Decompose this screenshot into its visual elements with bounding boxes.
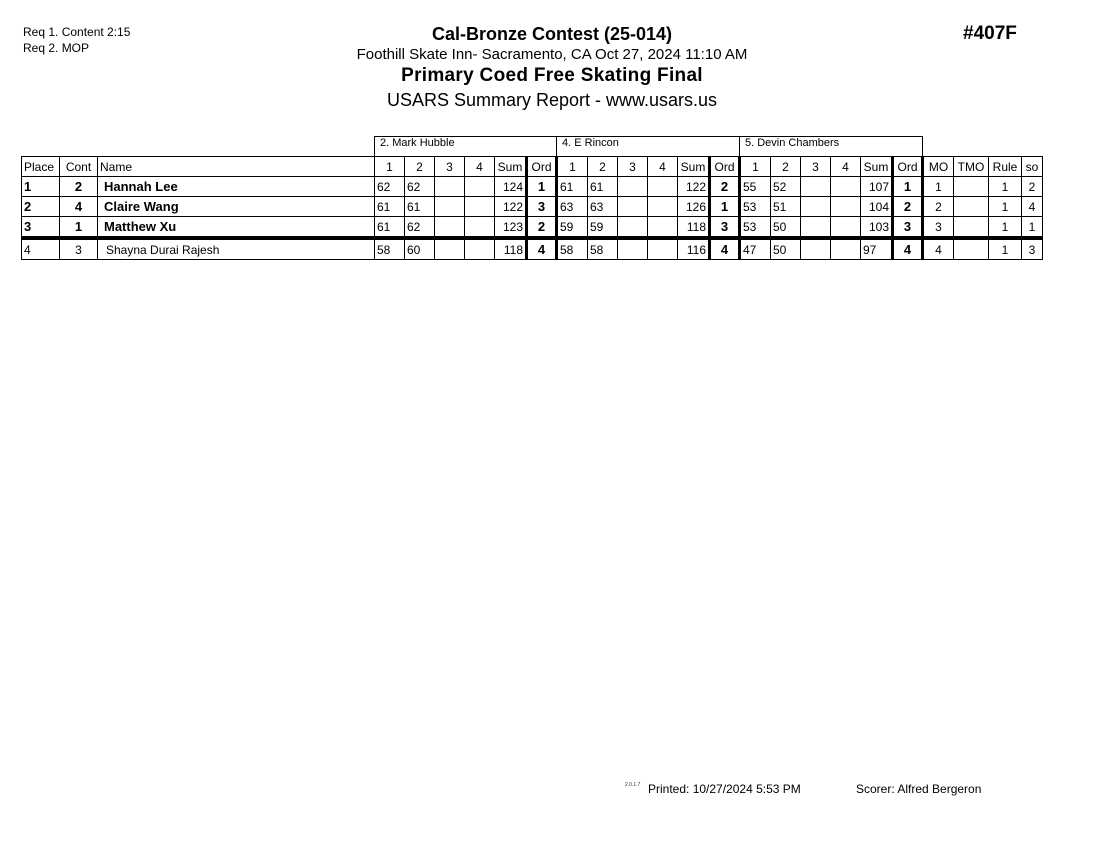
mo-cell: 2 — [923, 197, 954, 217]
score-cell — [435, 177, 465, 197]
judge-header-row — [22, 137, 1043, 157]
mo-cell: 1 — [923, 177, 954, 197]
score-cell — [648, 177, 678, 197]
ord-cell: 3 — [893, 217, 923, 239]
so-cell: 4 — [1022, 197, 1043, 217]
so-cell: 1 — [1022, 217, 1043, 239]
score-cell: 61 — [557, 177, 588, 197]
place-cell: 4 — [22, 238, 60, 260]
header-tmo: TMO — [954, 157, 989, 177]
score-cell — [831, 197, 861, 217]
sum-cell: 103 — [861, 217, 893, 239]
header-mo: MO — [923, 157, 954, 177]
score-cell: 62 — [375, 177, 405, 197]
rule-cell: 1 — [989, 238, 1022, 260]
printed-timestamp: Printed: 10/27/2024 5:53 PM — [648, 782, 801, 796]
name-cell: Claire Wang — [98, 197, 375, 217]
ord-cell: 4 — [527, 238, 557, 260]
score-cell — [831, 238, 861, 260]
score-cell: 58 — [557, 238, 588, 260]
sum-cell: 124 — [495, 177, 527, 197]
score-cell — [618, 238, 648, 260]
score-cell — [618, 197, 648, 217]
score-cell — [801, 238, 831, 260]
score-cell — [465, 197, 495, 217]
header-j1-s2: 2 — [405, 157, 435, 177]
sum-cell: 116 — [678, 238, 710, 260]
sum-cell: 104 — [861, 197, 893, 217]
place-cell: 3 — [22, 217, 60, 239]
so-cell: 3 — [1022, 238, 1043, 260]
tmo-cell — [954, 238, 989, 260]
cont-cell: 4 — [60, 197, 98, 217]
header-j1-s4: 4 — [465, 157, 495, 177]
score-cell — [618, 177, 648, 197]
score-cell: 55 — [740, 177, 771, 197]
score-cell: 59 — [557, 217, 588, 239]
cont-cell: 2 — [60, 177, 98, 197]
header-name: Name — [98, 157, 375, 177]
event-number: #407F — [963, 23, 1017, 44]
ord-cell: 3 — [710, 217, 740, 239]
table-row — [22, 177, 1043, 197]
rule-cell: 1 — [989, 177, 1022, 197]
score-cell: 62 — [405, 177, 435, 197]
contest-title: Cal-Bronze Contest (25-014) — [431, 24, 673, 44]
score-cell — [648, 238, 678, 260]
ord-cell: 2 — [893, 197, 923, 217]
header-j2-sum: Sum — [678, 157, 710, 177]
header-j1-ord: Ord — [527, 157, 557, 177]
header-j3-s1: 1 — [740, 157, 771, 177]
judge-1-name: 2. Mark Hubble — [375, 137, 557, 157]
header-j1-s1: 1 — [375, 157, 405, 177]
sum-cell: 123 — [495, 217, 527, 239]
ord-cell: 4 — [710, 238, 740, 260]
score-cell: 58 — [375, 238, 405, 260]
ord-cell: 1 — [527, 177, 557, 197]
ord-cell: 2 — [527, 217, 557, 239]
score-cell: 59 — [588, 217, 618, 239]
mo-cell: 3 — [923, 217, 954, 239]
judge-3-name: 5. Devin Chambers — [740, 137, 923, 157]
header-rule: Rule — [989, 157, 1022, 177]
sum-cell: 118 — [678, 217, 710, 239]
table-row — [22, 238, 1043, 260]
rule-cell: 1 — [989, 197, 1022, 217]
rule-cell: 1 — [989, 217, 1022, 239]
score-cell: 63 — [557, 197, 588, 217]
tmo-cell — [954, 217, 989, 239]
score-cell: 50 — [771, 238, 801, 260]
score-cell — [648, 197, 678, 217]
score-cell: 60 — [405, 238, 435, 260]
score-cell: 61 — [375, 217, 405, 239]
event-title: Primary Coed Free Skating Final — [401, 65, 703, 86]
ord-cell: 4 — [893, 238, 923, 260]
score-cell: 50 — [771, 217, 801, 239]
venue-line: Foothill Skate Inn- Sacramento, CA Oct 27, 2024 11:10 AM — [356, 46, 748, 63]
score-cell — [801, 197, 831, 217]
header-j3-sum: Sum — [861, 157, 893, 177]
score-cell: 58 — [588, 238, 618, 260]
results-table — [21, 136, 1043, 260]
so-cell: 2 — [1022, 177, 1043, 197]
score-cell — [801, 177, 831, 197]
sum-cell: 122 — [678, 177, 710, 197]
score-cell — [435, 238, 465, 260]
score-cell — [648, 217, 678, 239]
requirement-1: Req 1. Content 2:15 — [23, 25, 131, 39]
tmo-cell — [954, 177, 989, 197]
place-cell: 2 — [22, 197, 60, 217]
ord-cell: 2 — [710, 177, 740, 197]
score-cell: 61 — [405, 197, 435, 217]
header-j2-s2: 2 — [588, 157, 618, 177]
score-cell: 47 — [740, 238, 771, 260]
cont-cell: 3 — [60, 238, 98, 260]
score-cell — [831, 217, 861, 239]
header-j2-s1: 1 — [557, 157, 588, 177]
header-place: Place — [22, 157, 60, 177]
header-j2-ord: Ord — [710, 157, 740, 177]
header-j1-s3: 3 — [435, 157, 465, 177]
tmo-cell — [954, 197, 989, 217]
sum-cell: 122 — [495, 197, 527, 217]
name-cell: Matthew Xu — [98, 217, 375, 239]
score-cell: 51 — [771, 197, 801, 217]
name-cell: Shayna Durai Rajesh — [98, 238, 375, 260]
score-cell — [618, 217, 648, 239]
header-so: so — [1022, 157, 1043, 177]
header-j3-s4: 4 — [831, 157, 861, 177]
score-cell: 63 — [588, 197, 618, 217]
sum-cell: 118 — [495, 238, 527, 260]
score-cell — [435, 197, 465, 217]
cont-cell: 1 — [60, 217, 98, 239]
score-cell: 52 — [771, 177, 801, 197]
score-cell: 53 — [740, 197, 771, 217]
judge-2-name: 4. E Rincon — [557, 137, 740, 157]
table-row — [22, 217, 1043, 239]
score-cell — [831, 177, 861, 197]
header-j3-s3: 3 — [801, 157, 831, 177]
scorer-name: Scorer: Alfred Bergeron — [856, 782, 982, 796]
score-cell — [435, 217, 465, 239]
ord-cell: 1 — [893, 177, 923, 197]
score-cell: 53 — [740, 217, 771, 239]
score-cell — [465, 177, 495, 197]
ord-cell: 1 — [710, 197, 740, 217]
header-j3-ord: Ord — [893, 157, 923, 177]
version-code: 2.0.1.7 — [625, 782, 641, 788]
score-cell — [465, 217, 495, 239]
header-j3-s2: 2 — [771, 157, 801, 177]
score-cell — [801, 217, 831, 239]
mo-cell: 4 — [923, 238, 954, 260]
header-j2-s3: 3 — [618, 157, 648, 177]
header-j1-sum: Sum — [495, 157, 527, 177]
score-cell: 61 — [375, 197, 405, 217]
score-cell: 62 — [405, 217, 435, 239]
header-cont: Cont — [60, 157, 98, 177]
sum-cell: 107 — [861, 177, 893, 197]
requirement-2: Req 2. MOP — [23, 41, 90, 55]
report-title: USARS Summary Report - www.usars.us — [386, 90, 718, 110]
table-row — [22, 197, 1043, 217]
score-cell — [465, 238, 495, 260]
score-cell: 61 — [588, 177, 618, 197]
place-cell: 1 — [22, 177, 60, 197]
name-cell: Hannah Lee — [98, 177, 375, 197]
column-header-row — [22, 157, 1043, 177]
ord-cell: 3 — [527, 197, 557, 217]
sum-cell: 126 — [678, 197, 710, 217]
sum-cell: 97 — [861, 238, 893, 260]
header-j2-s4: 4 — [648, 157, 678, 177]
